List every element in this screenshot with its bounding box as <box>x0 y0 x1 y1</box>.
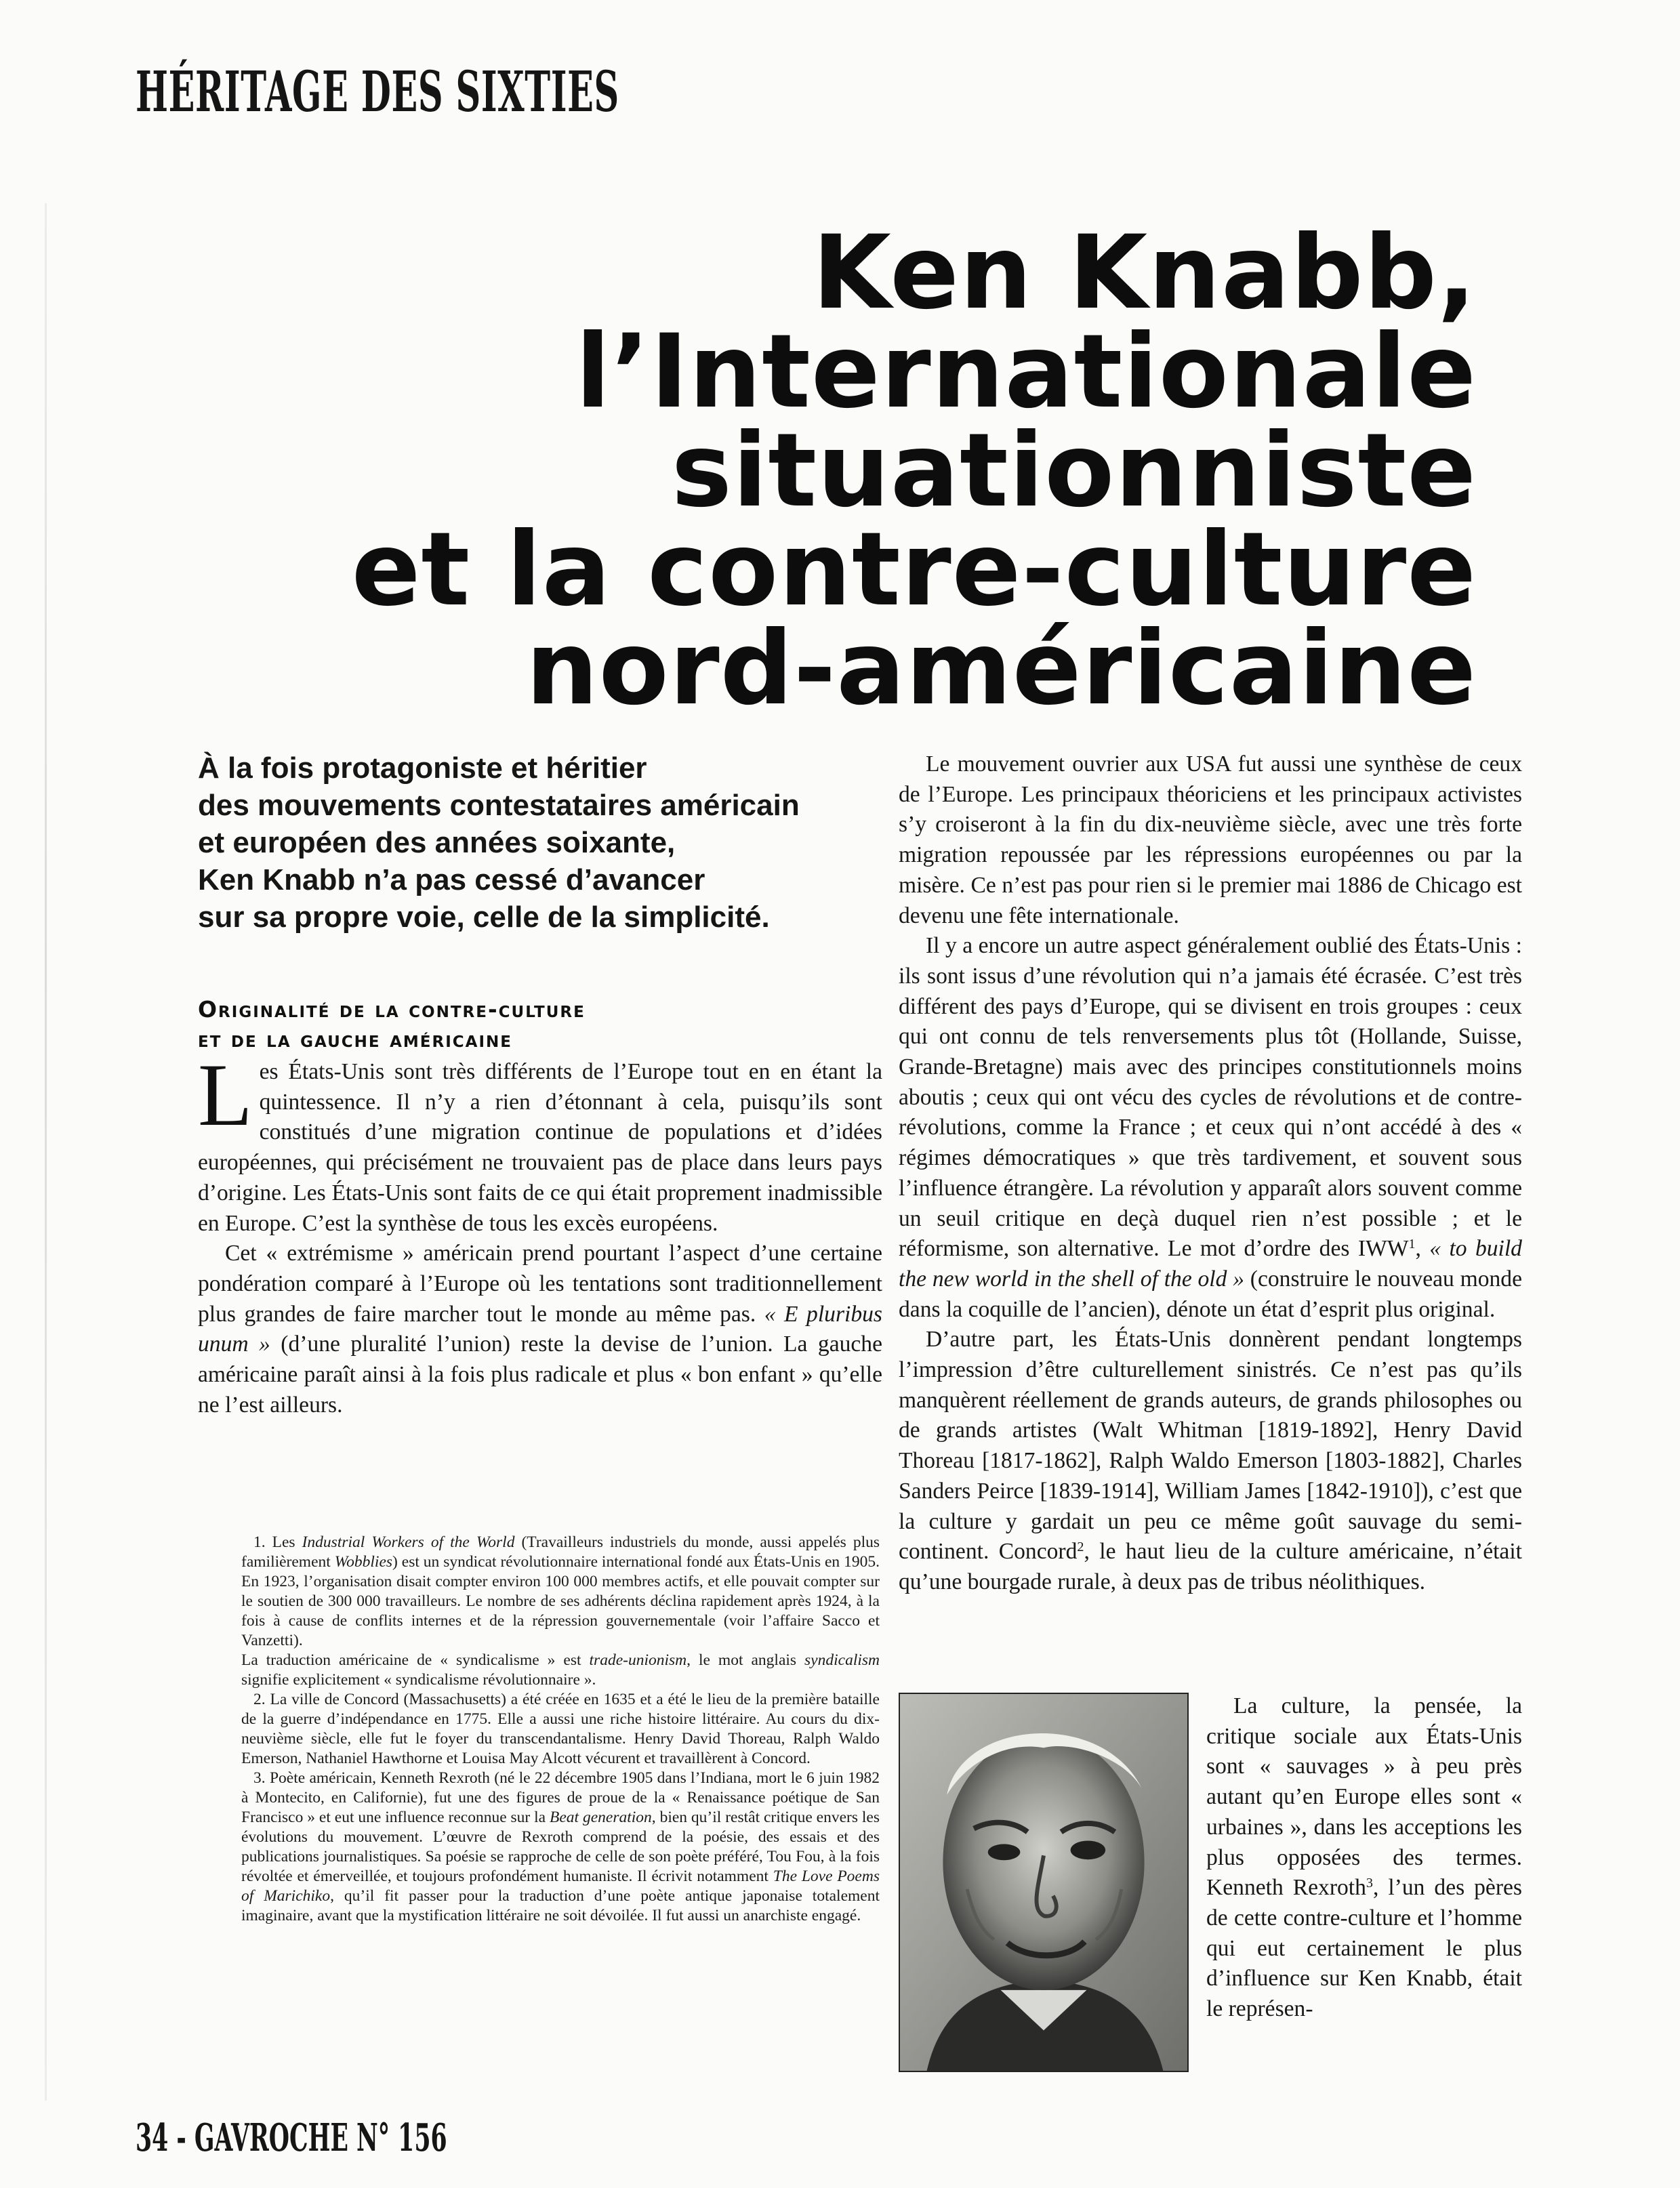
title-line: situationniste <box>671 412 1477 530</box>
lead-line: sur sa propre voie, celle de la simplicité. <box>198 901 770 934</box>
lead-line: À la fois protagoniste et héritier <box>198 751 647 785</box>
paragraph-text: Cet « extrémisme » américain prend pourtant l’aspect d’une certaine pondération comparé à l’Europe où les tentations sont traditionnellement plus grandes de faire marcher tout le monde au même pas. <box>198 1241 882 1327</box>
paragraph: Le mouvement ouvrier aux USA fut aussi une synthèse de ceux de l’Europe. Les principaux théoriciens et les principaux activistes s’y croiseront à la fin du dix-neuvième siècle, avec une très forte migration repoussée par les répressions européennes ou par la misère. Ce n’est pas pour rien si le premier mai 1886 de Chicago est devenu une fête internationale. <box>899 751 1522 928</box>
footnote-text: , bien qu’il restât critique envers les évolutions du mouvement. L’œuvre de Rexroth comprend de la poésie, des essais et des publications journalistiques. Sa poésie se rapproche de celle de son poète préféré, Tou Fou, à la fois révoltée et émerveillée, et toujours profondément humaniste. Il écrivit notamment <box>241 1809 880 1885</box>
footnote-2: 2. La ville de Concord (Massachusetts) a été créée en 1635 et a été le lieu de la première bataille de la guerre d’indépendance en 1775. Elle a aussi une riche histoire littéraire. Au cours du dix-neuvième siècle, elle fut le foyer du transcendantalisme. Henry David Thoreau, Ralph Waldo Emerson, Nathaniel Hawthorne et Louisa May Alcott vécurent et travaillèrent à Concord. <box>241 1691 880 1767</box>
footnote-text: (Travailleurs industriels du monde, aussi appelés plus familièrement <box>241 1533 880 1571</box>
italic-text: Beat generation <box>550 1809 652 1826</box>
portrait-photo <box>899 1693 1189 2072</box>
lead-line: des mouvements contestataires américain <box>198 789 800 822</box>
paragraph-text: , l’un des pères de cette contre-culture et l’homme qui eut certainement le plus d’influence sur Ken Knabb, était le représen- <box>1206 1875 1522 2022</box>
footnotes <box>241 1533 880 1926</box>
paragraph <box>198 1045 882 1239</box>
italic-text: « E pluribus unum » <box>198 1301 882 1357</box>
footnote-text: 3. Poète américain, Kenneth Rexroth (né le 22 décembre 1905 dans l’Indiana, mort le 6 juin 1982 à Montecito, en Californie), fut une des figures de proue de la « Renaissance poétique de San Francisco » et eut une influence reconnue sur la <box>241 1769 880 1826</box>
section-heading-line: Originalité de la contre-culture <box>198 996 586 1023</box>
left-column <box>198 1045 882 1420</box>
article-title <box>351 214 1477 728</box>
article-lead <box>198 749 862 936</box>
lead-line: Ken Knabb n’a pas cessé d’avancer <box>198 863 705 896</box>
right-column-narrow <box>1206 1691 1522 2025</box>
footnote-text: , qu’il fit passer pour la traduction d’une poète antique japonaise totalement imaginaire, avant que la mystification littéraire ne soit dévoilée. Il fut aussi un anarchiste engagé. <box>241 1887 880 1924</box>
italic-text: syndicalism <box>804 1651 880 1669</box>
paragraph-text: es États-Unis sont très différents de l’Europe tout en en étant la quintessence. Il n’y a rien d’étonnant à cela, puisqu’ils sont constitués d’une migration continue de populations et d’idées européennes, qui précisément ne trouvaient pas de place dans leurs pays d’origine. Les États-Unis sont faits de ce qui était proprement inadmissible en Europe. C’est la synthèse de tous les excès européens. <box>198 1059 882 1236</box>
italic-text: trade-unionism <box>589 1651 687 1669</box>
italic-text: The Love Poems of Marichiko <box>241 1867 880 1905</box>
title-line: et la contre-culture <box>351 511 1477 629</box>
paragraph <box>198 1239 882 1420</box>
paragraph-text: , le haut lieu de la culture américaine, n’était qu’une bourgade rurale, à deux pas de tribus néolithiques. <box>899 1539 1522 1594</box>
italic-text: Industrial Workers of the World <box>302 1533 515 1551</box>
paragraph <box>899 1325 1522 1597</box>
paragraph-text: (d’une pluralité l’union) reste la devise de l’union. La gauche américaine paraît ainsi à la fois plus radicale et plus « bon enfant » qu’elle ne l’est ailleurs. <box>198 1332 882 1418</box>
footnote-text: 1. Les <box>253 1533 302 1551</box>
paragraph-text: La culture, la pensée, la critique sociale aux États-Unis sont « sauvages » à peu près autant qu’en Europe elles sont « urbaines », dans les acceptions les plus opposées des termes. Kenneth Rexroth <box>1206 1693 1522 1901</box>
footnote-1-continued <box>241 1651 880 1690</box>
footnote-ref: 1 <box>1408 1237 1416 1252</box>
right-column <box>899 749 1522 1598</box>
paragraph <box>899 931 1522 1325</box>
footnote-1 <box>241 1533 880 1651</box>
italic-text: « to build the new world in the shell of the old » <box>899 1236 1522 1292</box>
title-line: l’Internationale <box>575 313 1477 431</box>
scan-artifact <box>45 203 47 2101</box>
footnote-text: La traduction américaine de « syndicalisme » est <box>241 1651 590 1669</box>
paragraph-text: (construire le nouveau monde dans la coquille de l’ancien), dénote un état d’esprit plus original. <box>899 1266 1522 1322</box>
paragraph-text: , <box>1415 1236 1430 1262</box>
italic-text: Wobblies <box>334 1553 393 1571</box>
footnote-3 <box>241 1769 880 1926</box>
footnote-text: ) est un syndicat révolutionnaire international fondé aux États-Unis en 1905. En 1923, l’organisation disait compter environ 100 000 membres actifs, et elle pouvait compter sur le soutien de 300 000 travailleurs. Le nombre de ses adhérents déclina rapidement après 1924, à la fois à cause de conflits internes et de la répression gouvernementale (voir l’affaire Sacco et Vanzetti). <box>241 1553 880 1649</box>
title-line: nord-américaine <box>525 610 1477 728</box>
paragraph-text: Il y a encore un autre aspect généralement oublié des États-Unis : ils sont issus d’une révolution qui n’a jamais été écrasée. C’est très différent des pays d’Europe, qui se divisent en trois groupes : ceux qui ont connu de tels renversements plus tôt (Hollande, Suisse, Grande-Bretagne) mais avec des principes constitutionnels moins aboutis ; ceux qui ont vécu des cycles de révolutions et de contre-révolutions, comme la France ; et ceux qui n’ont accédé à des « régimes démocratiques » que très tardivement, et souvent sous l’influence étrangère. La révolution y apparaît alors souvent comme un seuil critique en deçà duquel rien n’est possible ; et le réformisme, son alternative. Le mot d’ordre des IWW <box>899 933 1522 1262</box>
footnote-ref: 2 <box>1077 1540 1084 1555</box>
section-heading <box>198 995 876 1054</box>
section-heading-line: et de la gauche américaine <box>198 1026 512 1052</box>
lead-line: et européen des années soixante, <box>198 826 676 859</box>
footnote-ref: 3 <box>1366 1876 1373 1891</box>
title-line: Ken Knabb, <box>812 214 1477 332</box>
page-footer: 34 - GAVROCHE N° 156 <box>136 2115 447 2160</box>
paragraph <box>1206 1691 1522 2025</box>
section-rubric: HÉRITAGE DES SIXTIES <box>136 60 619 125</box>
paragraph-text: D’autre part, les États-Unis donnèrent pendant longtemps l’impression d’être culturellement sinistrés. Ce n’est pas qu’ils manquèrent réellement de grands auteurs, de grands philosophes ou de grands artistes (Walt Whitman [1819-1892], Henry David Thoreau [1817-1862], Ralph Waldo Emerson [1803-1882], Charles Sanders Peirce [1839-1914], William James [1842-1910]), c’est que la culture y gardait un peu ce même goût sauvage du semi-continent. Concord <box>899 1327 1522 1565</box>
footnote-text: signifie explicitement « syndicalisme révolutionnaire ». <box>241 1671 596 1689</box>
footnote-text: , le mot anglais <box>687 1651 805 1669</box>
drop-cap: L <box>198 1045 253 1144</box>
portrait-image <box>900 1694 1187 2071</box>
